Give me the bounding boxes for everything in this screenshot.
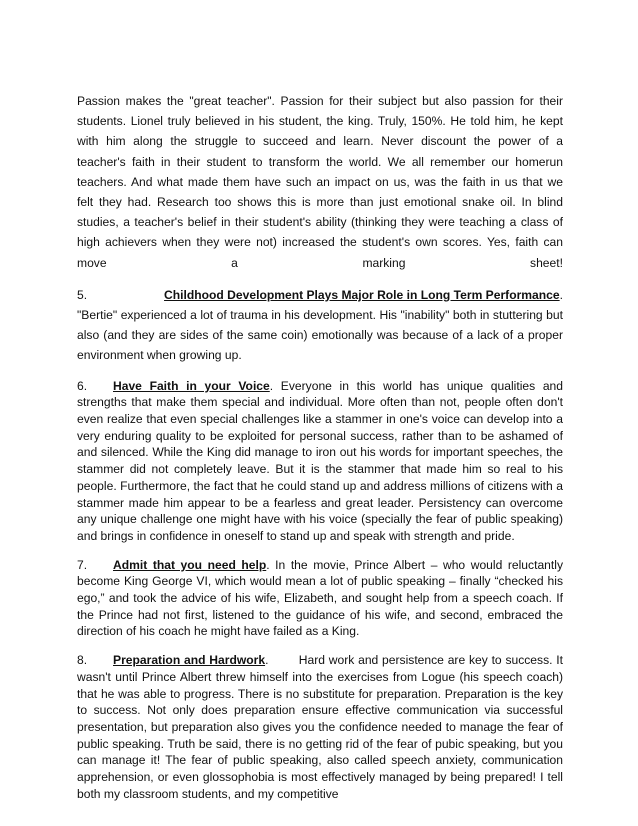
intro-word: a: [231, 255, 238, 270]
section-7: [77, 557, 563, 641]
section-title: Have Faith in your Voice: [113, 378, 270, 393]
intro-word: sheet!: [530, 255, 563, 270]
section-6: [77, 378, 563, 545]
intro-line: students. Lionel truly believed in his student, the king. Truly, 150%. He told him, he kept: [77, 114, 563, 129]
section-number: 6.: [77, 378, 88, 393]
section-title-suffix: .: [265, 653, 269, 668]
intro-line: high achievers when they were not) increased the student's own scores. Yes, faith can: [77, 235, 563, 250]
section-title: Childhood Development Plays Major Role in Long Term Performance: [164, 287, 560, 302]
intro-line: felt they had. Research too shows this is more than just emotional snake oil. In blind: [77, 195, 563, 210]
intro-paragraph: [77, 91, 563, 273]
section-title-suffix: .: [266, 557, 270, 572]
section-8-body: Hard work and persistence are key to success. It wasn't until Prince Albert threw himself into the exercises from Logue (his speech coach) that he was able to progress. There is no substitute for preparation. Preparation is the key to success. Not only does preparation ensure effective communication via successful presentation, but preparation also gives you the confidence needed to manage the fear of public speaking. Truth be said, there is no getting rid of the fear of pubic speaking, but you can manage it! The fear of public speaking, also called speech anxiety, communication apprehension, or even glossophobia is most effectively managed by being prepared! I tell both my classroom students, and my competitive: [77, 653, 567, 801]
section-title-wrap: [164, 285, 563, 305]
section-5-body: "Bertie" experienced a lot of trauma in his development. His "inability" both in stuttering but also (and they are sides of the same coin) emotionally was because of a lack of a proper environment when growing up.: [77, 308, 563, 363]
intro-word: marking: [362, 255, 406, 270]
section-8: [77, 652, 567, 802]
section-title: Admit that you need help: [113, 557, 267, 572]
intro-line: Passion makes the "great teacher". Passion for their subject but also passion for their: [77, 94, 563, 108]
intro-line: teachers. And what made them have such an impact on us, was the faith in us that we: [77, 174, 563, 189]
document-page: [77, 91, 567, 803]
section-title: Preparation and Hardwork: [113, 653, 266, 668]
section-number: 5.: [77, 287, 88, 302]
section-5: [77, 285, 563, 366]
intro-last-line: [77, 253, 563, 273]
section-6-body: Everyone in this world has unique qualities and strengths that make them special and individual. More often than not, people often don't even realize that even special challenges like a stammer in one's voice can develop into a very enduring quality to be exploited for personal success, rather than to be ashamed of and silenced. While the King did manage to iron out his words for important speeches, the stammer did not completely leave. But it is the stammer that made him so real to his people. Furthermore, the fact that he could stand up and address millions of citizens with a stammer made him appear to be a fearless and great leader. Persistency can overcome any unique challenge one might have with his voice (specially the fear of public speaking) and brings in confidence in oneself to stand up and speak with strength and pride.: [77, 378, 564, 543]
intro-line: teacher's faith in their student to transform the world. We all remember our homerun: [77, 154, 563, 169]
intro-line: studies, a teacher's belief in their student's ability (thinking they were teaching a class of: [77, 215, 563, 230]
section-5-heading: [77, 285, 563, 305]
section-title-suffix: .: [559, 287, 563, 302]
section-title-suffix: .: [269, 378, 274, 393]
section-number: 8.: [77, 653, 88, 668]
section-7-body: In the movie, Prince Albert – who would reluctantly become King George VI, which would mean a lot of public speaking – finally “checked his ego,” and took the advice of his wife, Elizabeth, and sought help from a speech coach. If the Prince had not first, listened to the guidance of his wife, and second, embraced the direction of his coach he might have failed as a King.: [77, 557, 563, 639]
section-number: 7.: [77, 557, 88, 572]
intro-word: move: [77, 255, 107, 270]
intro-line: with him along the struggle to succeed and learn. Never discount the power of a: [77, 134, 563, 149]
